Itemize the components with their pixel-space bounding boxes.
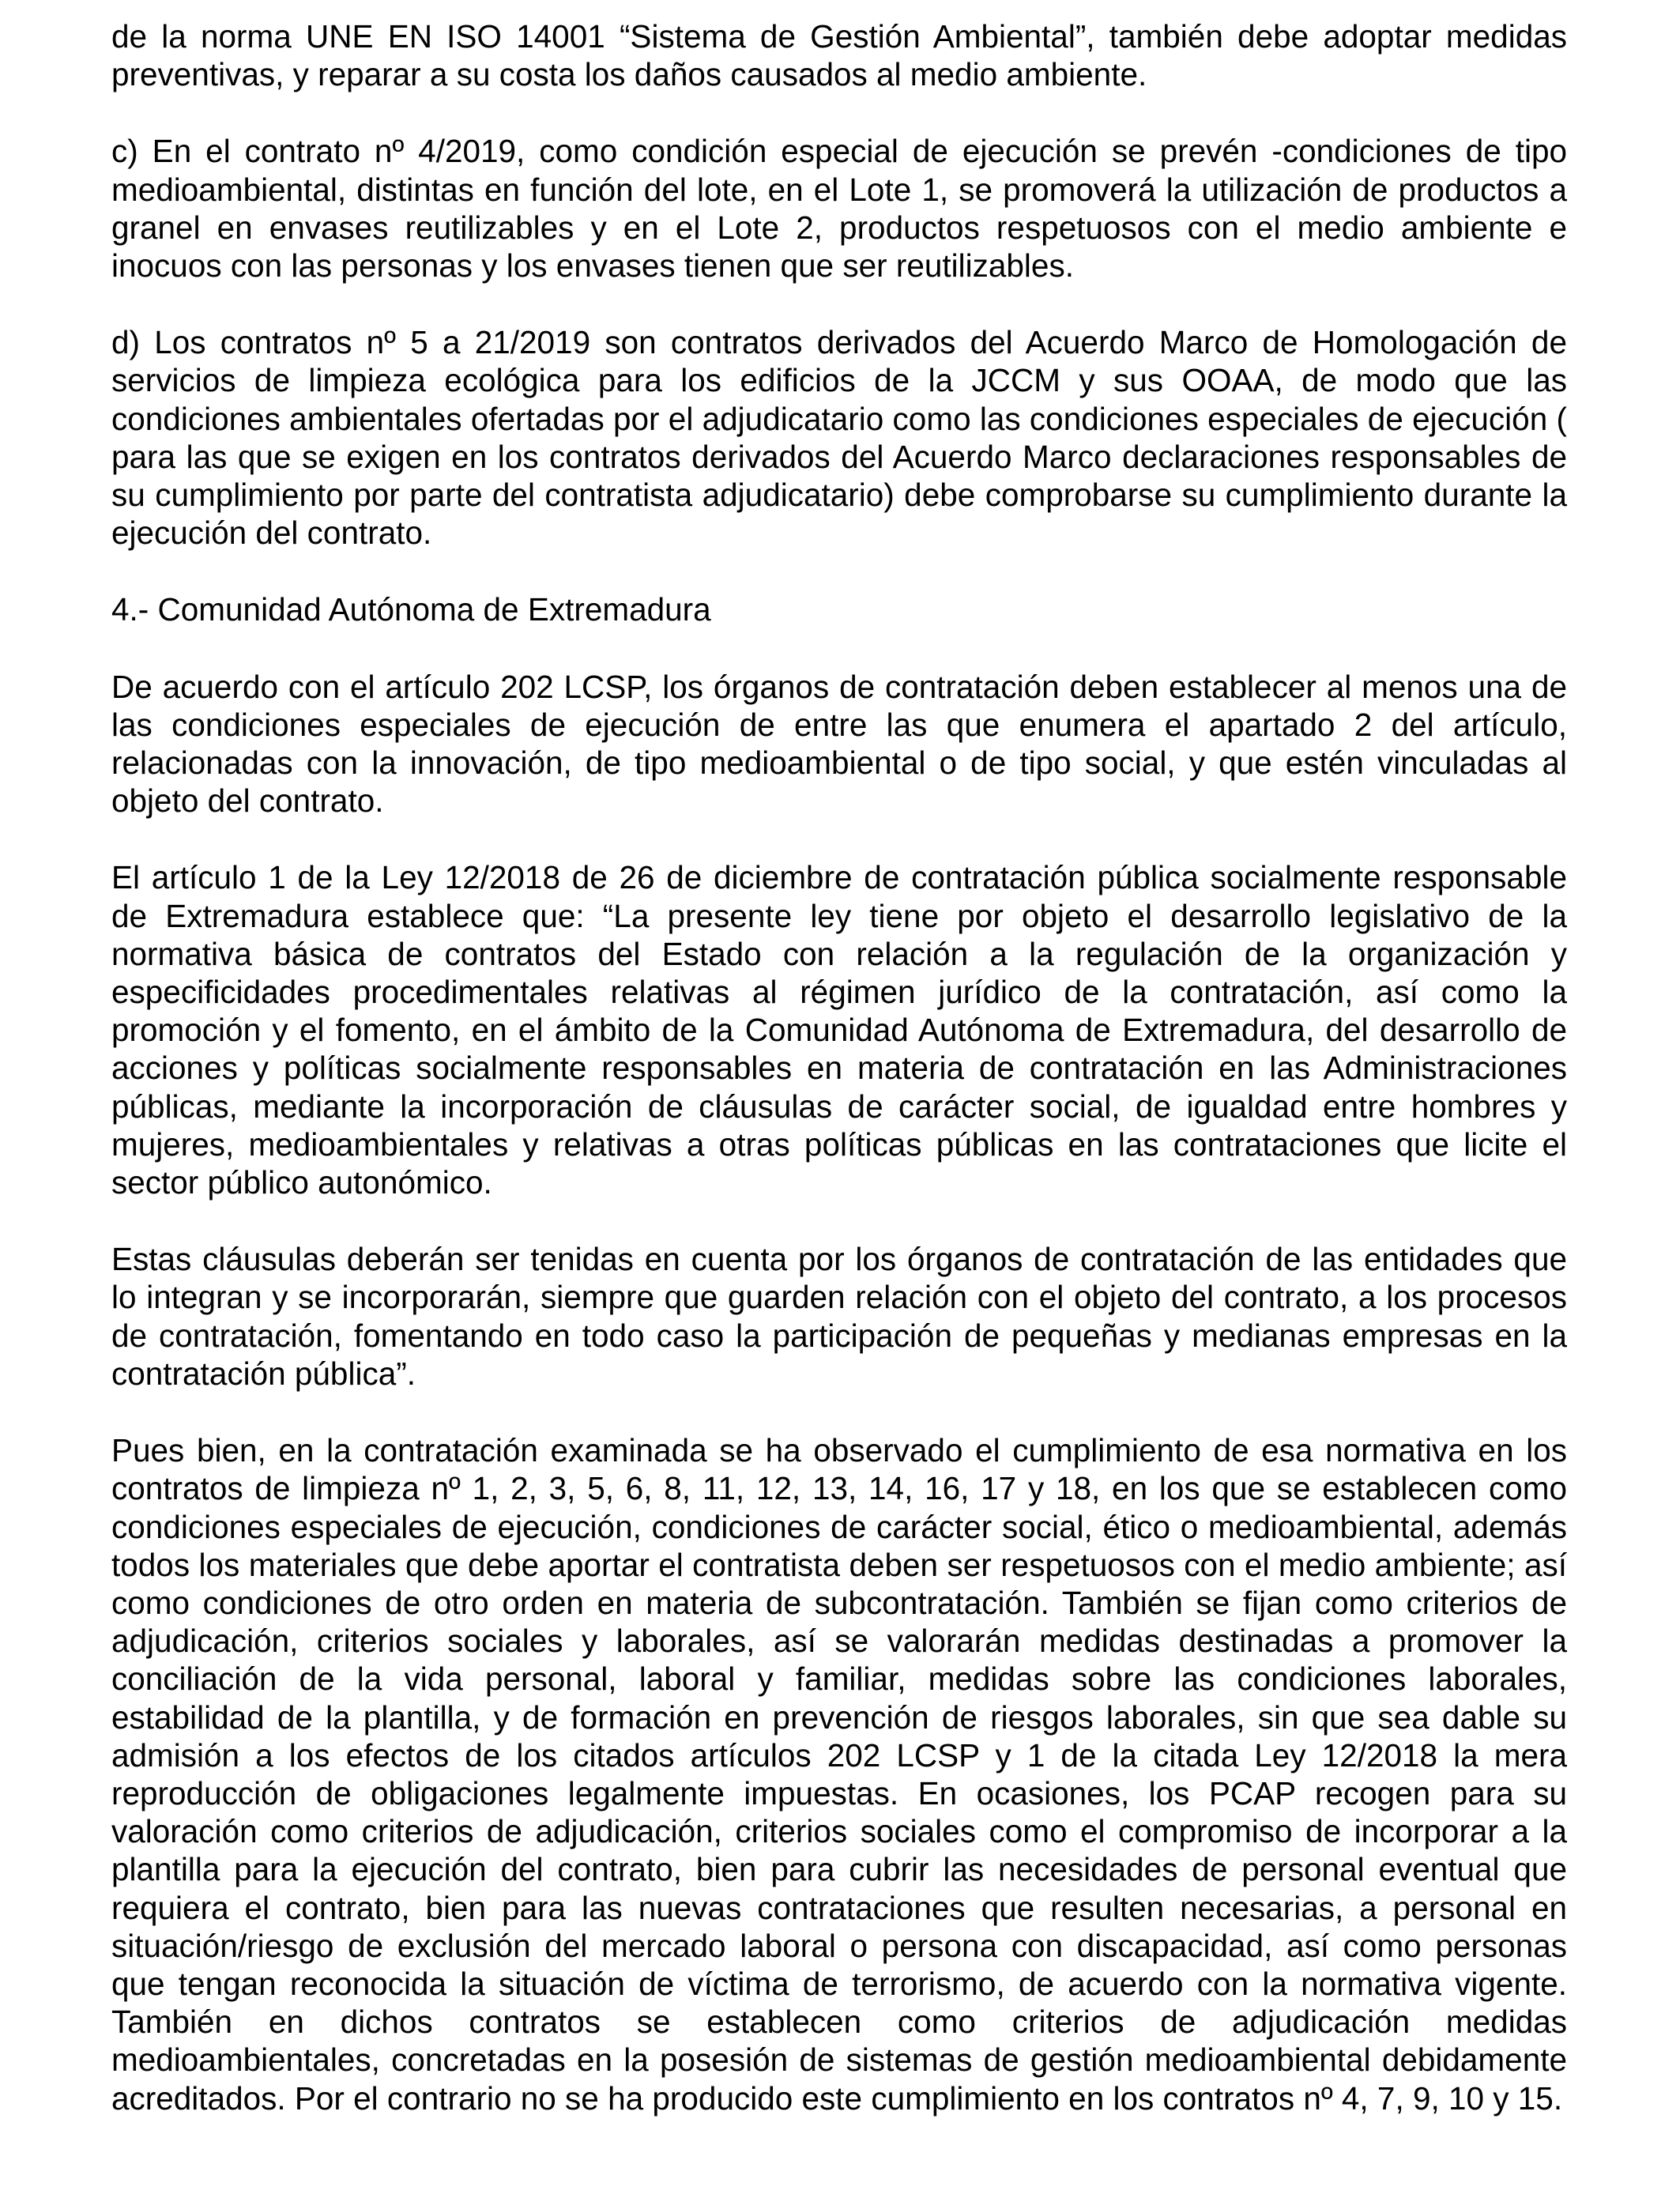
paragraph-clausulas-quote: Estas cláusulas deberán ser tenidas en cuenta por los órganos de contratación de las entidades que lo integran y se incorporarán, siempre que guarden relación con el objeto del contrato, a los procesos de contratación, fomentando en todo caso la participación de pequeñas y medianas empresas en la contratación pública”. [111, 1241, 1567, 1392]
section-heading-extremadura: 4.- Comunidad Autónoma de Extremadura [111, 591, 711, 628]
paragraph-ley-12-2018-quote: El artículo 1 de la Ley 12/2018 de 26 de diciembre de contratación pública socialmente responsable de Extremadura establece que: “La presente ley tiene por objeto el desarrollo legislativo de la normativa básica de contratos del Estado con relación a la regulación de la organización y especificidades procedimentales relativas al régimen jurídico de la contratación, así como la promoción y el fomento, en el ámbito de la Comunidad Autónoma de Extremadura, del desarrollo de acciones y políticas socialmente responsables en materia de contratación en las Administraciones públicas, mediante la incorporación de cláusulas de carácter social, de igualdad entre hombres y mujeres, medioambientales y relativas a otras políticas públicas en las contrataciones que licite el sector público autonómico. [111, 859, 1567, 1201]
paragraph-contracts-5-to-21: d) Los contratos nº 5 a 21/2019 son contratos derivados del Acuerdo Marco de Homologación de servicios de limpieza ecológica para los edificios de la JCCM y sus OOAA, de modo que las condiciones ambientales ofertadas por el adjudicatario como las condiciones especiales de ejecución ( para las que se exigen en los contratos derivados del Acuerdo Marco declaraciones responsables de su cumplimiento por parte del contratista adjudicatario) debe comprobarse su cumplimiento durante la ejecución del contrato. [111, 324, 1567, 552]
paragraph-cumplimiento-limpieza: Pues bien, en la contratación examinada se ha observado el cumplimiento de esa normativa en los contratos de limpieza nº 1, 2, 3, 5, 6, 8, 11, 12, 13, 14, 16, 17 y 18, en los que se establecen como condiciones especiales de ejecución, condiciones de carácter social, ético o medioambiental, además todos los materiales que debe aportar el contratista deben ser respetuosos con el medio ambiente; así como condiciones de otro orden en materia de subcontratación. También se fijan como criterios de adjudicación, criterios sociales y laborales, así se valorarán medidas destinadas a promover la conciliación de la vida personal, laboral y familiar, medidas sobre las condiciones laborales, estabilidad de la plantilla, y de formación en prevención de riesgos laborales, sin que sea dable su admisión a los efectos de los citados artículos 202 LCSP y 1 de la citada Ley 12/2018 la mera reproducción de obligaciones legalmente impuestas. En ocasiones, los PCAP recogen para su valoración como criterios de adjudicación, criterios sociales como el compromiso de incorporar a la plantilla para la ejecución del contrato, bien para cubrir las necesidades de personal eventual que requiera el contrato, bien para las nuevas contrataciones que resulten necesarias, a personal en situación/riesgo de exclusión del mercado laboral o persona con discapacidad, así como personas que tengan reconocida la situación de víctima de terrorismo, de acuerdo con la normativa vigente. También en dichos contratos se establecen como criterios de adjudicación medidas medioambientales, concretadas en la posesión de sistemas de gestión medioambiental debidamente acreditados. Por el contrario no se ha producido este cumplimiento en los contratos nº 4, 7, 9, 10 y 15. [111, 1432, 1567, 2117]
document-page [111, 17, 1567, 2156]
paragraph-iso-14001-continuation: de la norma UNE EN ISO 14001 “Sistema de Gestión Ambiental”, también debe adoptar medidas preventivas, y reparar a su costa los daños causados al medio ambiente. [111, 18, 1567, 93]
paragraph-article-202-lcsp: De acuerdo con el artículo 202 LCSP, los órganos de contratación deben establecer al menos una de las condiciones especiales de ejecución de entre las que enumera el apartado 2 del artículo, relacionadas con la innovación, de tipo medioambiental o de tipo social, y que estén vinculadas al objeto del contrato. [111, 668, 1567, 820]
paragraph-contract-4-2019: c) En el contrato nº 4/2019, como condición especial de ejecución se prevén -condiciones de tipo medioambiental, distintas en función del lote, en el Lote 1, se promoverá la utilización de productos a granel en envases reutilizables y en el Lote 2, productos respetuosos con el medio ambiente e inocuos con las personas y los envases tienen que ser reutilizables. [111, 133, 1567, 285]
